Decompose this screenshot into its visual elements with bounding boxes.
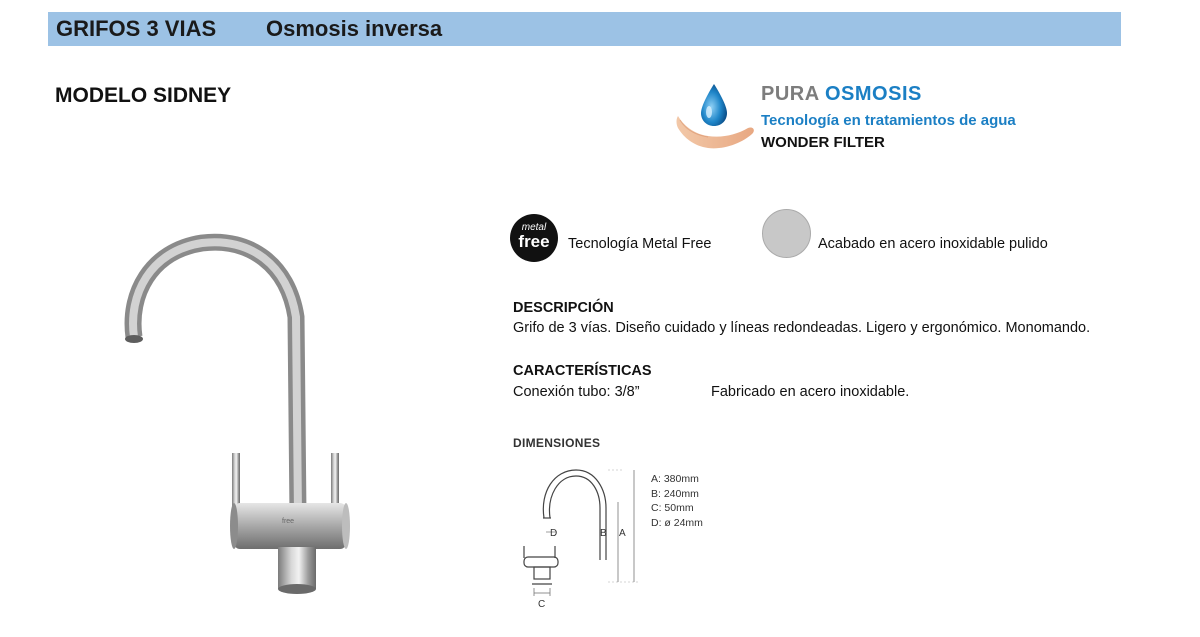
characteristic-material: Fabricado en acero inoxidable.	[711, 384, 910, 400]
feature-metal-free-label: Tecnología Metal Free	[568, 236, 712, 252]
brand-logo	[670, 78, 1070, 158]
header-category: GRIFOS 3 VIAS	[56, 16, 217, 41]
brand-line3: WONDER FILTER	[761, 134, 885, 151]
faucet-logo-text: free	[282, 518, 295, 525]
header-subcategory: Osmosis inversa	[266, 16, 443, 41]
brand-name-part1: PURA	[761, 83, 819, 105]
dimension-b: B: 240mm	[651, 487, 699, 500]
dim-label-b: B	[600, 528, 607, 539]
dimensions-diagram	[510, 462, 650, 612]
dimension-d: D: ø 24mm	[651, 516, 703, 529]
steel-finish-swatch	[762, 209, 811, 258]
brand-name-part2: OSMOSIS	[825, 83, 922, 105]
brand-name	[761, 83, 922, 106]
metal-free-icon	[510, 214, 558, 262]
dim-label-c: C	[538, 599, 546, 610]
brand-tagline: Tecnología en tratamientos de agua	[761, 112, 1016, 129]
faucet-product-photo	[110, 225, 360, 605]
dim-label-d: D	[550, 528, 558, 539]
description-title: DESCRIPCIÓN	[513, 300, 614, 316]
metal-free-badge-bottom: free	[518, 232, 550, 251]
dim-label-a: A	[619, 528, 626, 539]
description-text: Grifo de 3 vías. Diseño cuidado y líneas redondeadas. Ligero y ergonómico. Monomando.	[513, 320, 1091, 336]
header-bar	[48, 12, 1121, 46]
feature-finish-label: Acabado en acero inoxidable pulido	[818, 236, 1048, 252]
water-drop-hand-icon	[674, 80, 758, 154]
dimensions-list	[651, 472, 703, 530]
model-title: MODELO SIDNEY	[55, 84, 232, 107]
characteristics-title: CARACTERÍSTICAS	[513, 363, 652, 379]
dimension-c: C: 50mm	[651, 502, 694, 514]
metal-free-badge-top: metal	[521, 222, 547, 233]
dimensions-title: DIMENSIONES	[513, 436, 601, 450]
characteristic-connection: Conexión tubo: 3/8”	[513, 384, 640, 400]
dimension-a: A: 380mm	[651, 473, 699, 485]
